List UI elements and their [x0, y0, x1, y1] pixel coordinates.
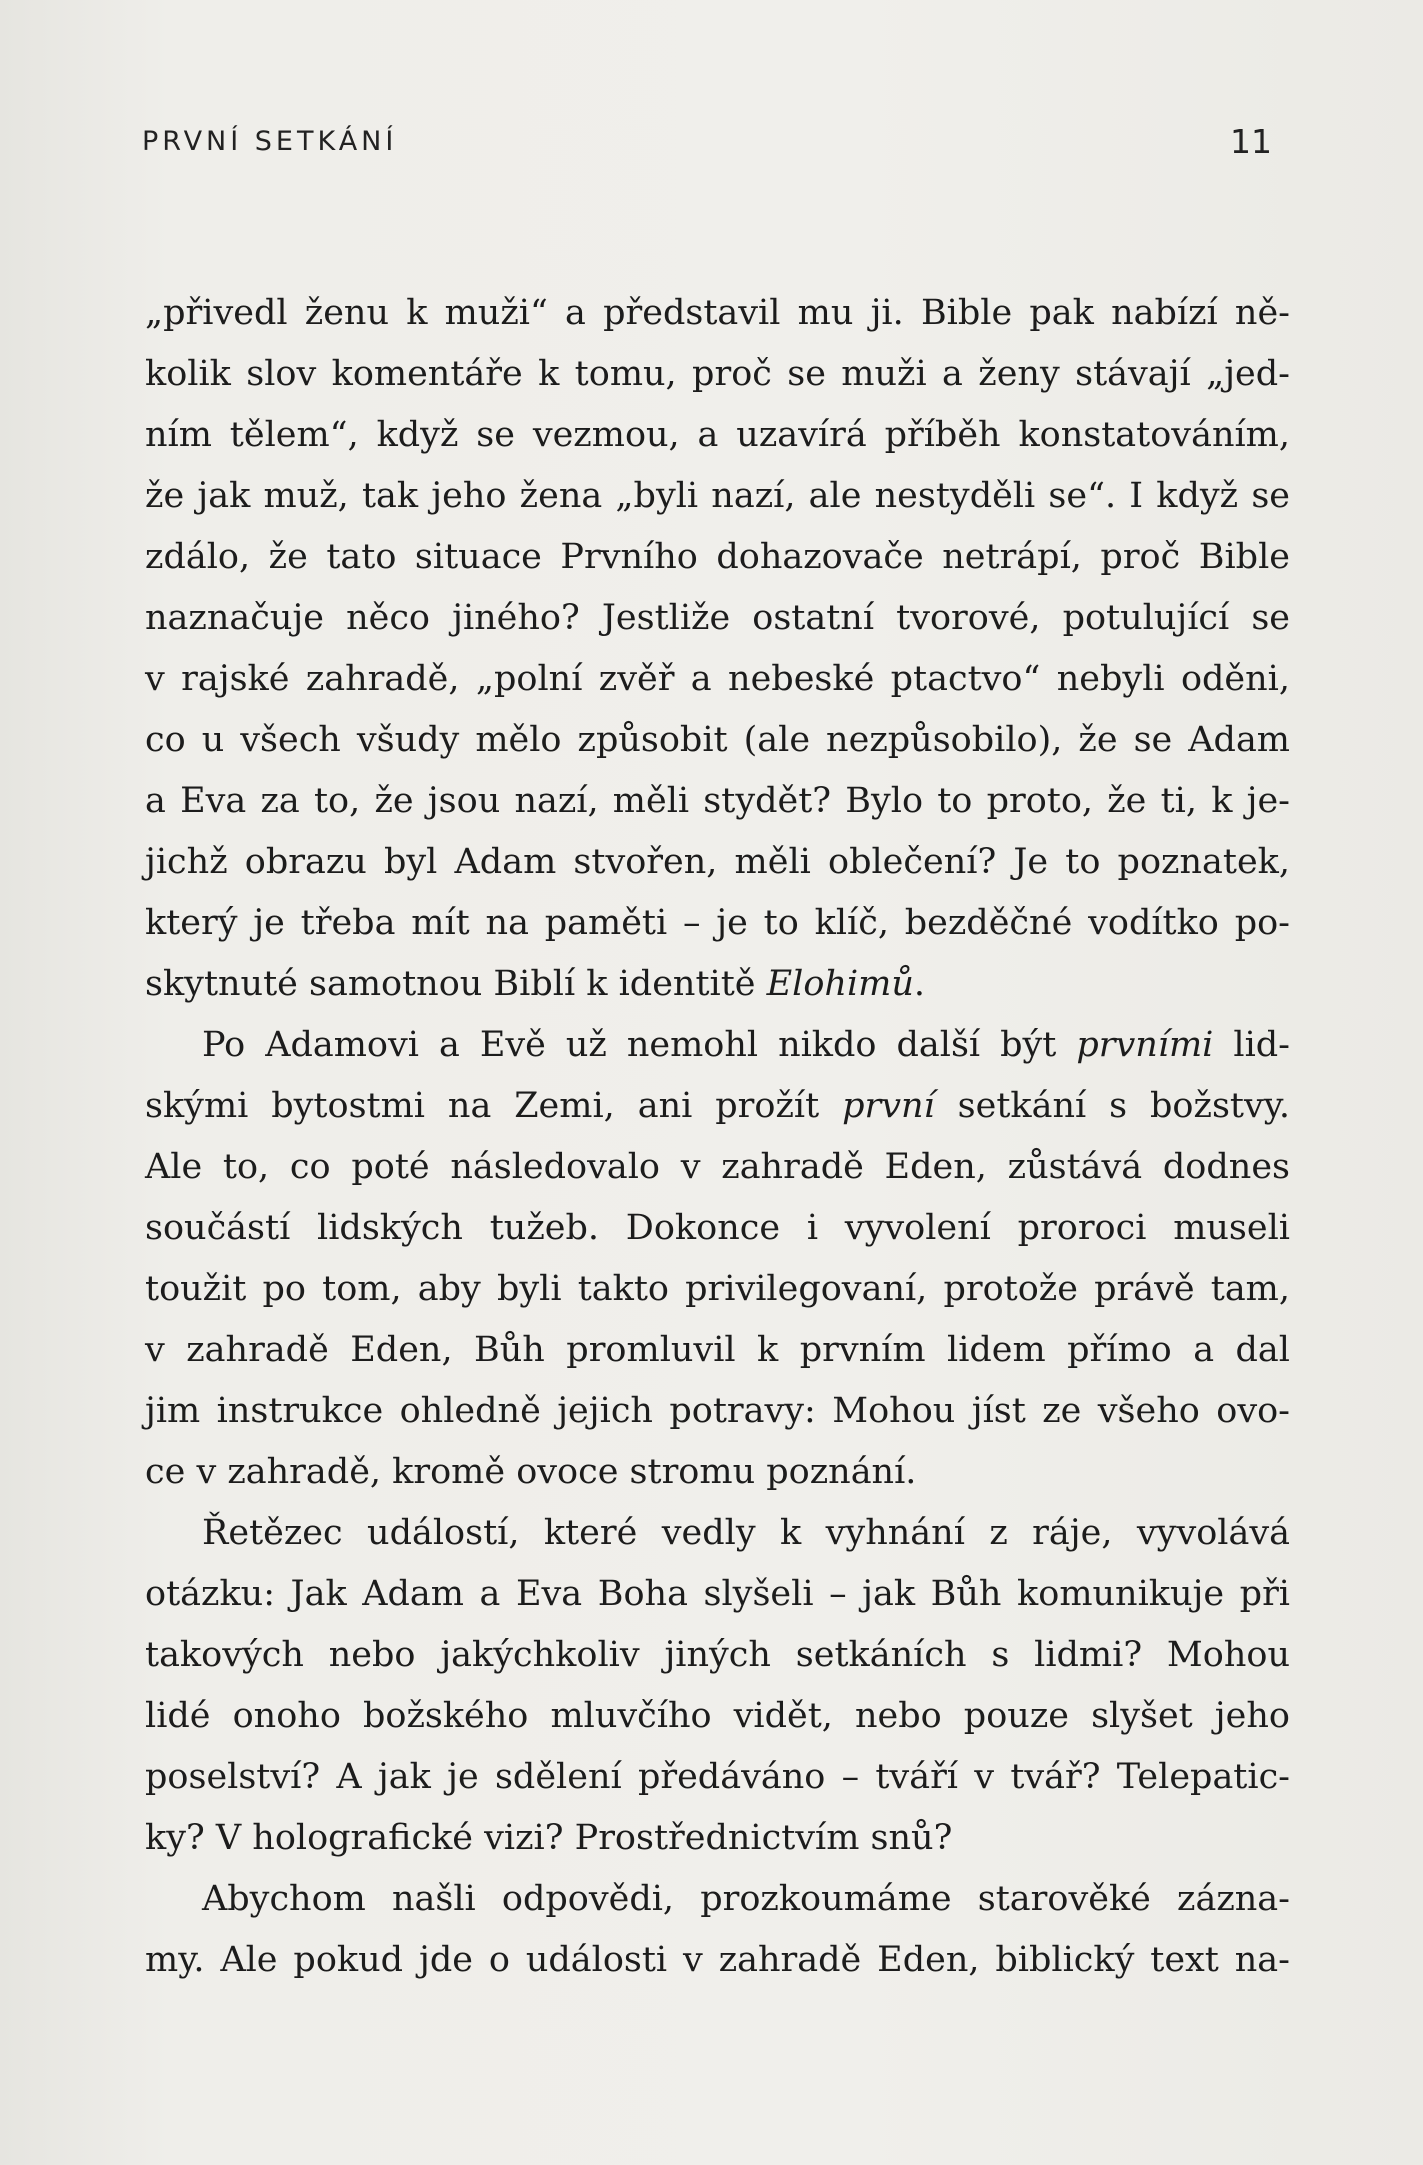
text-line: zdálo, že tato situace Prvního dohazovače netrápí, proč Bible [145, 537, 1290, 577]
text-line [145, 1015, 1290, 1076]
text-line: my. Ale pokud jde o události v zahradě Eden, biblický text na- [145, 1940, 1290, 1980]
paragraph-3 [145, 1503, 1290, 1869]
text-line: Řetězec událostí, které vedly k vyhnání z ráje, vyvolává [202, 1513, 1290, 1553]
text-line: Abychom našli odpovědi, prozkoumáme starověké zázna- [202, 1879, 1290, 1919]
text-line: poselství? A jak je sdělení předáváno – tváří v tvář? Telepatic- [145, 1757, 1290, 1797]
text-segment: Po Adamovi a Evě už nemohl nikdo další být [202, 1025, 1077, 1065]
text-line: v zahradě Eden, Bůh promluvil k prvním lidem přímo a dal [145, 1330, 1290, 1370]
text-line: Ale to, co poté následovalo v zahradě Eden, zůstává dodnes [145, 1147, 1290, 1187]
text-line: takových nebo jakýchkoliv jiných setkáních s lidmi? Mohou [145, 1635, 1290, 1675]
paragraph-1 [145, 283, 1290, 1015]
text-line: v rajské zahradě, „polní zvěř a nebeské ptactvo“ nebyli oděni, [145, 659, 1290, 699]
body-text [145, 283, 1290, 1991]
text-line: a Eva za to, že jsou nazí, měli stydět? Bylo to proto, že ti, k je- [145, 781, 1290, 821]
text-line: co u všech všudy mělo způsobit (ale nezpůsobilo), že se Adam [145, 720, 1290, 760]
text-segment: setkání s božstvy. [934, 1086, 1290, 1126]
text-line: součástí lidských tužeb. Dokonce i vyvolení proroci museli [145, 1208, 1290, 1248]
text-line: „přivedl ženu k muži“ a představil mu ji. Bible pak nabízí ně- [145, 293, 1290, 333]
text-line [145, 954, 1290, 1015]
text-line: ky? V holografické vizi? Prostřednictvím snů? [145, 1818, 953, 1858]
text-segment: skými bytostmi na Zemi, ani prožít [145, 1086, 843, 1126]
paragraph-4 [145, 1869, 1290, 1991]
text-line: že jak muž, tak jeho žena „byli nazí, ale nestyděli se“. I když se [145, 476, 1290, 516]
text-segment: . [913, 964, 926, 1004]
text-line: kolik slov komentáře k tomu, proč se muži a ženy stávají „jed- [145, 354, 1290, 394]
text-line: naznačuje něco jiného? Jestliže ostatní tvorové, potulující se [145, 598, 1290, 638]
italic-term: Elohimů [766, 964, 914, 1004]
text-line: jichž obrazu byl Adam stvořen, měli oblečení? Je to poznatek, [145, 842, 1290, 882]
text-line: jim instrukce ohledně jejich potravy: Mohou jíst ze všeho ovo- [145, 1391, 1290, 1431]
running-head: PRVNÍ SETKÁNÍ [142, 126, 398, 157]
text-line: toužit po tom, aby byli takto privilegovaní, protože právě tam, [145, 1269, 1290, 1309]
text-line [145, 1076, 1290, 1137]
text-segment: skytnuté samotnou Biblí k identitě [145, 964, 767, 1004]
text-line: ce v zahradě, kromě ovoce stromu poznání. [145, 1452, 917, 1492]
text-line: lidé onoho božského mluvčího vidět, nebo pouze slyšet jeho [145, 1696, 1290, 1736]
text-line: ním tělem“, když se vezmou, a uzavírá příběh konstatováním, [145, 415, 1290, 455]
page-number: 11 [1230, 122, 1272, 161]
text-segment: lid- [1213, 1025, 1290, 1065]
paragraph-2 [145, 1015, 1290, 1503]
italic-term: prvními [1076, 1025, 1214, 1065]
italic-term: první [842, 1086, 935, 1126]
text-line: který je třeba mít na paměti – je to klíč, bezděčné vodítko po- [145, 903, 1290, 943]
text-line: otázku: Jak Adam a Eva Boha slyšeli – jak Bůh komunikuje při [145, 1574, 1290, 1614]
